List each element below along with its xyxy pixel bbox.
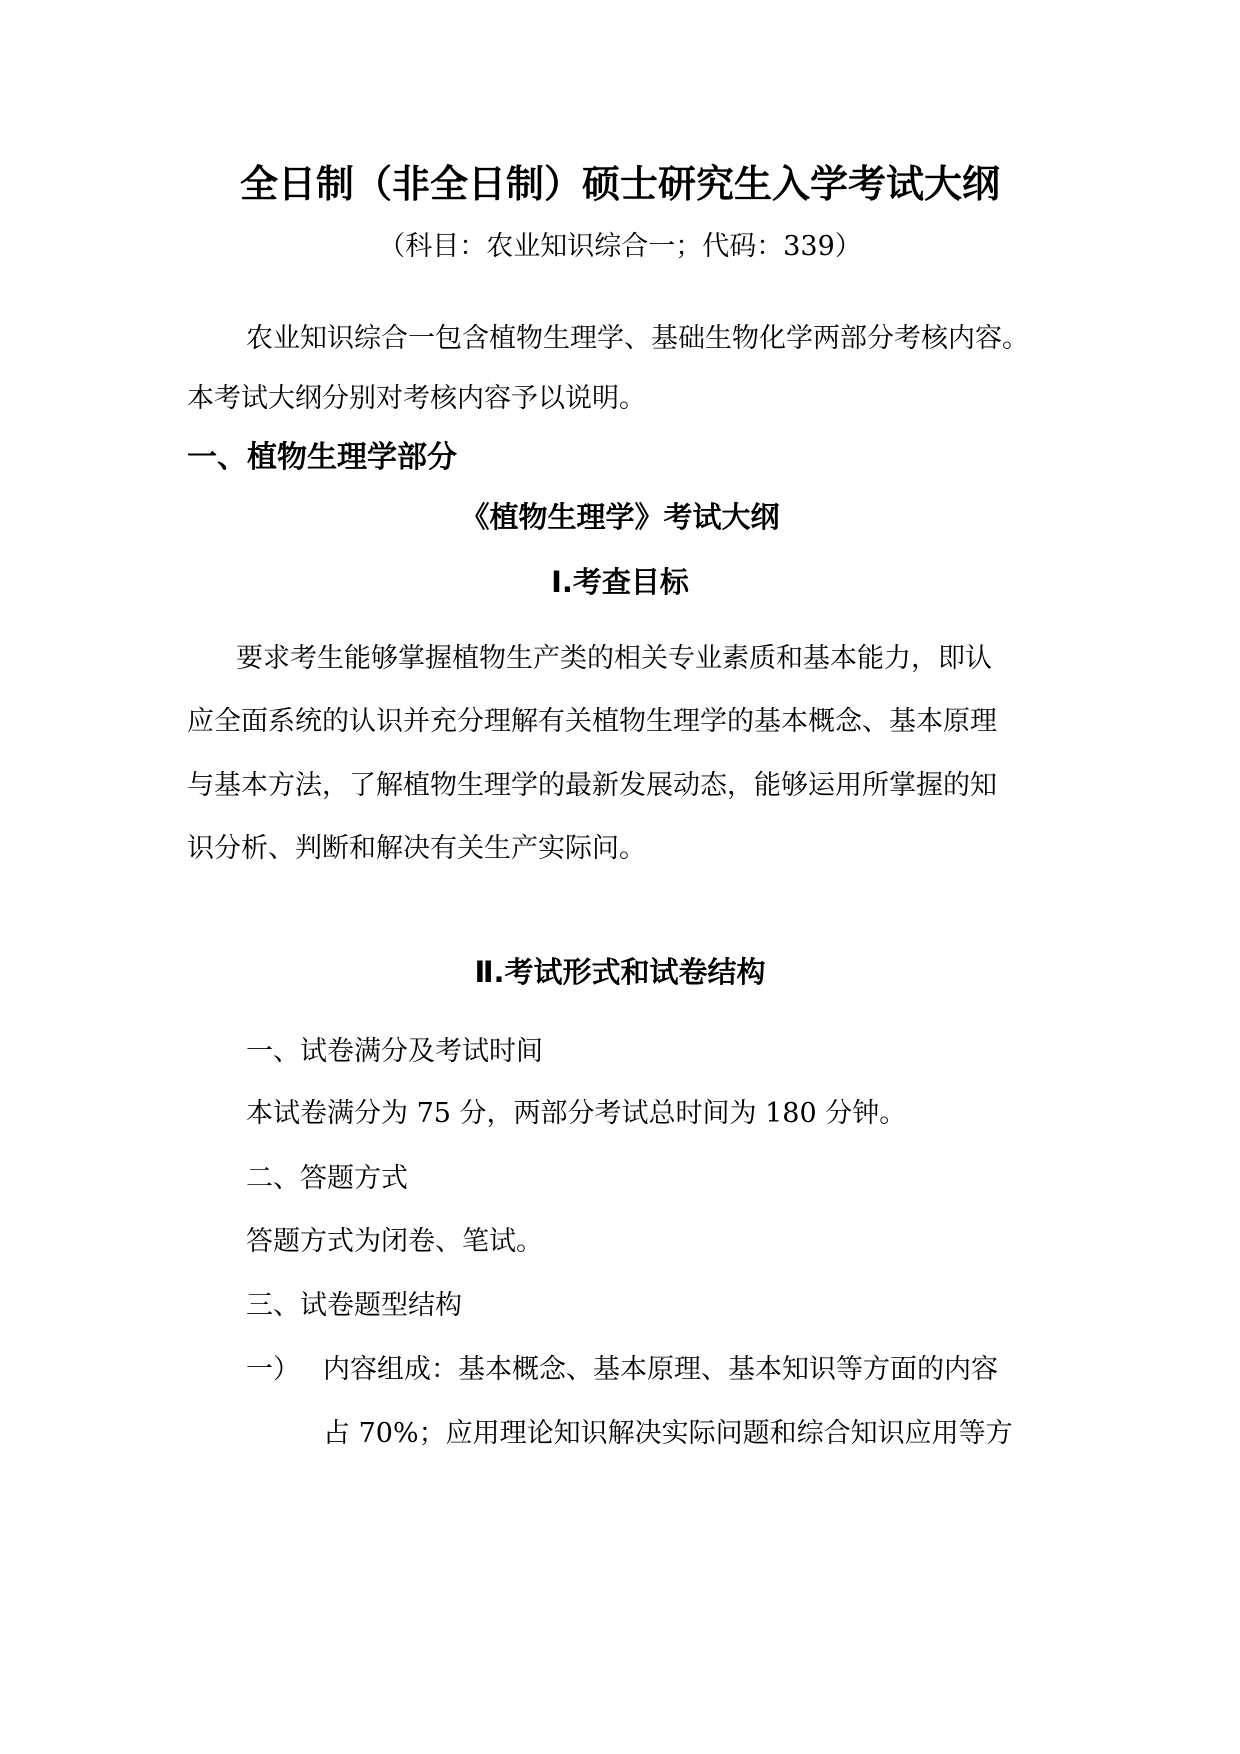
document-title: 全日制（非全日制）硕士研究生入学考试大纲 [239,162,1000,206]
item2-text: 答题方式为闭卷、笔试。 [246,1226,543,1257]
sub1-line-1: 内容组成：基本概念、基本原理、基本知识等方面的内容 [323,1354,998,1385]
section1-line-2: 应全面系统的认识并充分理解有关植物生理学的基本概念、基本原理 [187,706,997,737]
syllabus-title: 《植物生理学》考试大纲 [460,500,780,534]
section1-line-1: 要求考生能够掌握植物生产类的相关专业素质和基本能力，即认 [236,643,992,674]
section2-heading: Ⅱ.考试形式和试卷结构 [474,955,766,989]
document-subtitle: （科目：农业知识综合一；代码：339） [378,231,862,262]
item3-heading: 三、试卷题型结构 [246,1290,462,1321]
item1-text: 本试卷满分为 75 分，两部分考试总时间为 180 分钟。 [246,1098,907,1129]
section1-line-3: 与基本方法，了解植物生理学的最新发展动态，能够运用所掌握的知 [187,770,997,801]
item1-heading: 一、试卷满分及考试时间 [246,1036,543,1067]
item2-heading: 二、答题方式 [246,1163,408,1194]
sub1-marker: 一） [246,1354,300,1385]
section1-heading: Ⅰ.考查目标 [551,565,689,599]
intro-line-2: 本考试大纲分别对考核内容予以说明。 [187,383,646,414]
part1-heading: 一、植物生理学部分 [187,440,457,475]
intro-line-1: 农业知识综合一包含植物生理学、基础生物化学两部分考核内容。 [246,323,1029,354]
sub1-line-2: 占 70%；应用理论知识解决实际问题和综合知识应用等方 [323,1418,1013,1449]
section1-line-4: 识分析、判断和解决有关生产实际问。 [187,833,646,864]
